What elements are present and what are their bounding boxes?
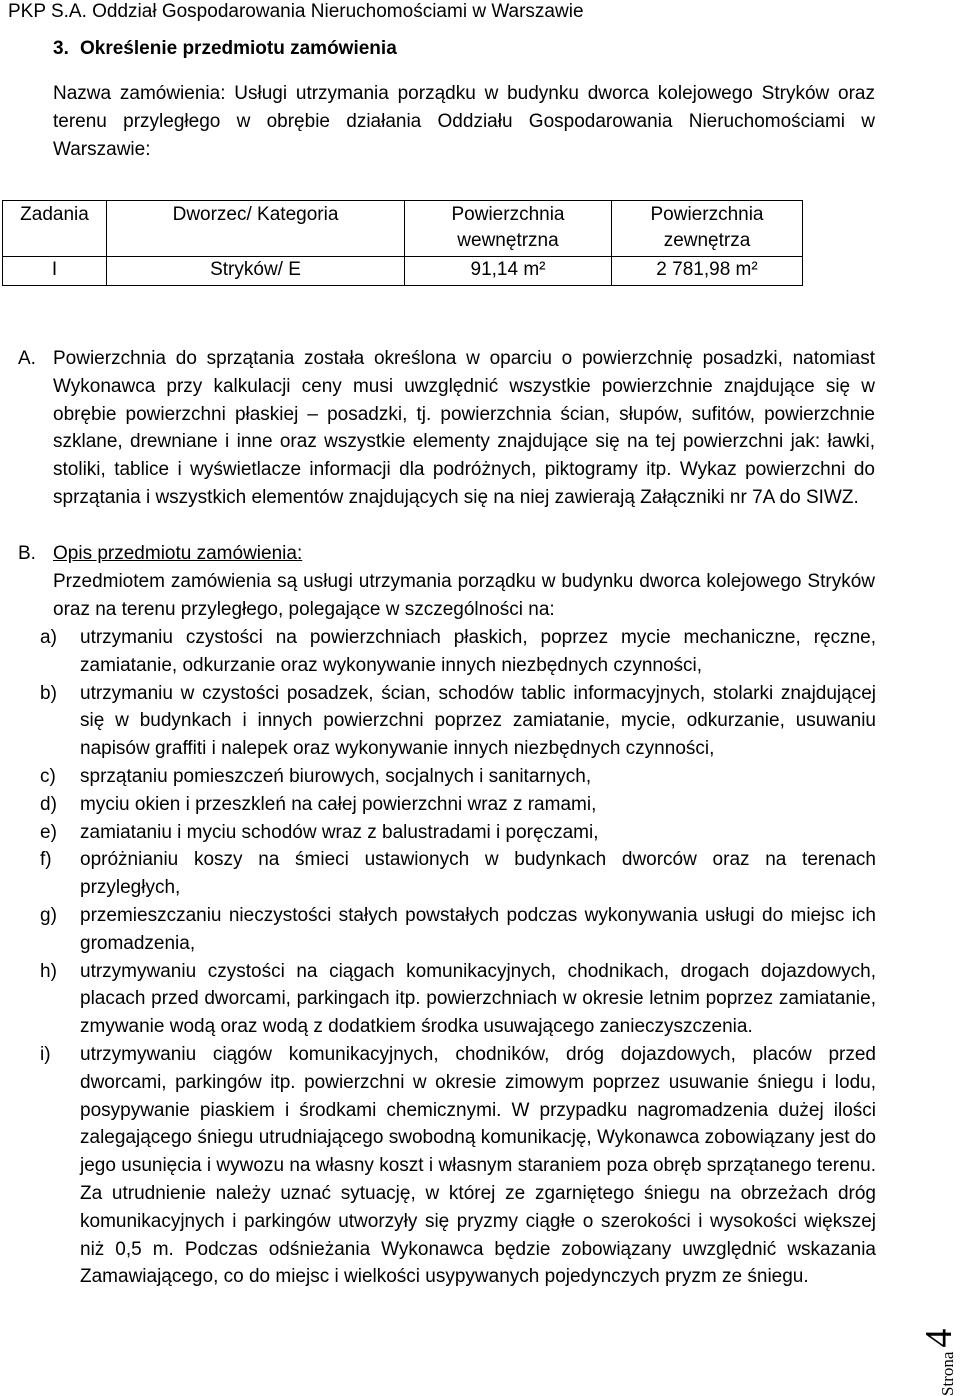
section-heading [53, 37, 397, 61]
list-item [0, 624, 960, 680]
table-header-cell: Powierzchnia zewnętrza [612, 201, 803, 257]
list-item [0, 680, 960, 763]
list-item-text: myciu okien i przeszkleń na całej powierzchni wraz z ramami, [80, 793, 597, 815]
section-b-marker: B. [18, 543, 36, 564]
table-row [3, 257, 803, 286]
list-item-text: zamiataniu i myciu schodów wraz z balustradami i poręczami, [80, 821, 599, 843]
list-item-marker: i) [40, 1043, 51, 1065]
list-item-text: przemieszczaniu nieczystości stałych powstałych podczas wykonywania usługi do miejsc ich gromadzenia, [80, 904, 876, 954]
list-item [0, 958, 960, 1041]
list-item [0, 791, 960, 819]
list-item-text: utrzymaniu czystości na powierzchniach płaskich, poprzez mycie mechaniczne, ręczne, zamiatanie, odkurzanie oraz wykonywanie innych niezbędnych czynności, [80, 627, 876, 676]
list-item-marker: c) [40, 765, 56, 787]
section-title: Określenie przedmiotu zamówienia [80, 38, 397, 59]
section-b-intro: Przedmiotem zamówienia są usługi utrzymania porządku w budynku dworca kolejowego Stryków oraz na terenu przyległego, polegające w szczególności na: [53, 571, 875, 620]
list-item-text: utrzymaniu w czystości posadzek, ścian, schodów tablic informacyjnych, stolarki znajdującej się w budynkach i innych powierzchni poprzez zamiatanie, mycie, odkurzanie, usuwaniu napisów graffiti i nalepek oraz wykonywanie innych niezbędnych czynności, [80, 682, 876, 760]
list-item-marker: f) [40, 849, 52, 871]
list-item [0, 846, 960, 902]
list-item-text: opróżnianiu koszy na śmieci ustawionych w budynkach dworców oraz na terenach przyległych, [80, 849, 876, 899]
list-item-text: sprzątaniu pomieszczeń biurowych, socjalnych i sanitarnych, [80, 765, 592, 787]
list-item-marker: a) [40, 627, 57, 648]
list-item-marker: g) [40, 904, 57, 926]
list-item-marker: e) [40, 821, 57, 843]
table-header-cell: Zadania [3, 201, 107, 257]
list-item-marker: d) [40, 793, 57, 815]
list-item-marker: b) [40, 682, 57, 704]
table-cell: 91,14 m² [405, 257, 612, 286]
table-header-cell: Powierzchnia wewnętrzna [405, 201, 612, 257]
table-header-row [3, 201, 803, 257]
page-number-block [918, 1300, 958, 1396]
table-cell: Stryków/ E [107, 257, 405, 286]
list-item [0, 1041, 960, 1291]
page-label: Strona [938, 1351, 957, 1396]
list-item-marker: h) [40, 960, 57, 982]
list-item-text: utrzymywaniu ciągów komunikacyjnych, chodników, dróg dojazdowych, placów przed dworcami, parkingów itp. powierzchni w okresie zimowym poprzez usuwanie śniegu i lodu, posypywanie piaskiem i środkami chemicznymi. W przypadku nagromadzenia dużej ilości zalegającego śniegu utrudniającego swobodną komunikację, Wykonawca zobowiązany jest do jego usunięcia i wywozu na własny koszt i własnym staraniem poza obręb sprzątanego terenu. Za utrudnienie należy uznać sytuację, w której ze zgarniętego śniegu na obrzeżach dróg komunikacyjnych i parkingów utworzyły się pryzmy ciągłe o szerokości i wysokości większej niż 0,5 m. Podczas odśnieżania Wykonawca będzie zobowiązany uwzględnić wskazania Zamawiającego, co do miejsc i wielkości usypywanych pojedynczych pryzm ze śniegu. [80, 1043, 876, 1288]
page-footer [918, 1300, 958, 1396]
list-item-text: utrzymywaniu czystości na ciągach komunikacyjnych, chodnikach, drogach dojazdowych, placach przed dworcami, parkingach itp. powierzchniach w okresie letnim poprzez zamiatanie, zmywanie wodą oraz wodą z dodatkiem środka usuwającego zanieczyszczenia. [80, 960, 876, 1038]
page-number: 4 [918, 1328, 960, 1348]
section-a-paragraph: Powierzchnia do sprzątania została określona w oparciu o powierzchnię posadzki, natomiast Wykonawca przy kalkulacji ceny musi uwzględnić wszystkie powierzchnie znajdujące się w obrębie powierzchni płaskiej – posadzki, tj. powierzchnia ścian, słupów, sufitów, powierzchnie szklane, drewniane i inne oraz wszystkie elementy znajdujące się na tej powierzchni jak: ławki, stoliki, tablice i wyświetlacze informacji dla podróżnych, piktogramy itp. Wykaz powierzchni do sprzątania i wszystkich elementów znajdujących się na niej zawierają Załączniki nr 7A do SIWZ. [53, 348, 875, 508]
section-a-marker: A. [18, 348, 36, 369]
section-b-title: Opis przedmiotu zamówienia: [53, 543, 303, 564]
section-number: 3. [53, 38, 69, 59]
table-header-cell: Dworzec/ Kategoria [107, 201, 405, 257]
order-name-paragraph: Nazwa zamówienia: Usługi utrzymania porządku w budynku dworca kolejowego Stryków oraz terenu przyległego w obrębie działania Oddziału Gospodarowania Nieruchomościami w Warszawie: [53, 83, 875, 160]
document-header: PKP S.A. Oddział Gospodarowania Nieruchomościami w Warszawie [8, 1, 584, 22]
table-cell: 2 781,98 m² [612, 257, 803, 286]
table-cell: I [3, 257, 107, 286]
scope-list [0, 624, 960, 1291]
area-table [2, 200, 803, 286]
list-item [0, 763, 960, 791]
list-item [0, 819, 960, 847]
list-item [0, 902, 960, 958]
